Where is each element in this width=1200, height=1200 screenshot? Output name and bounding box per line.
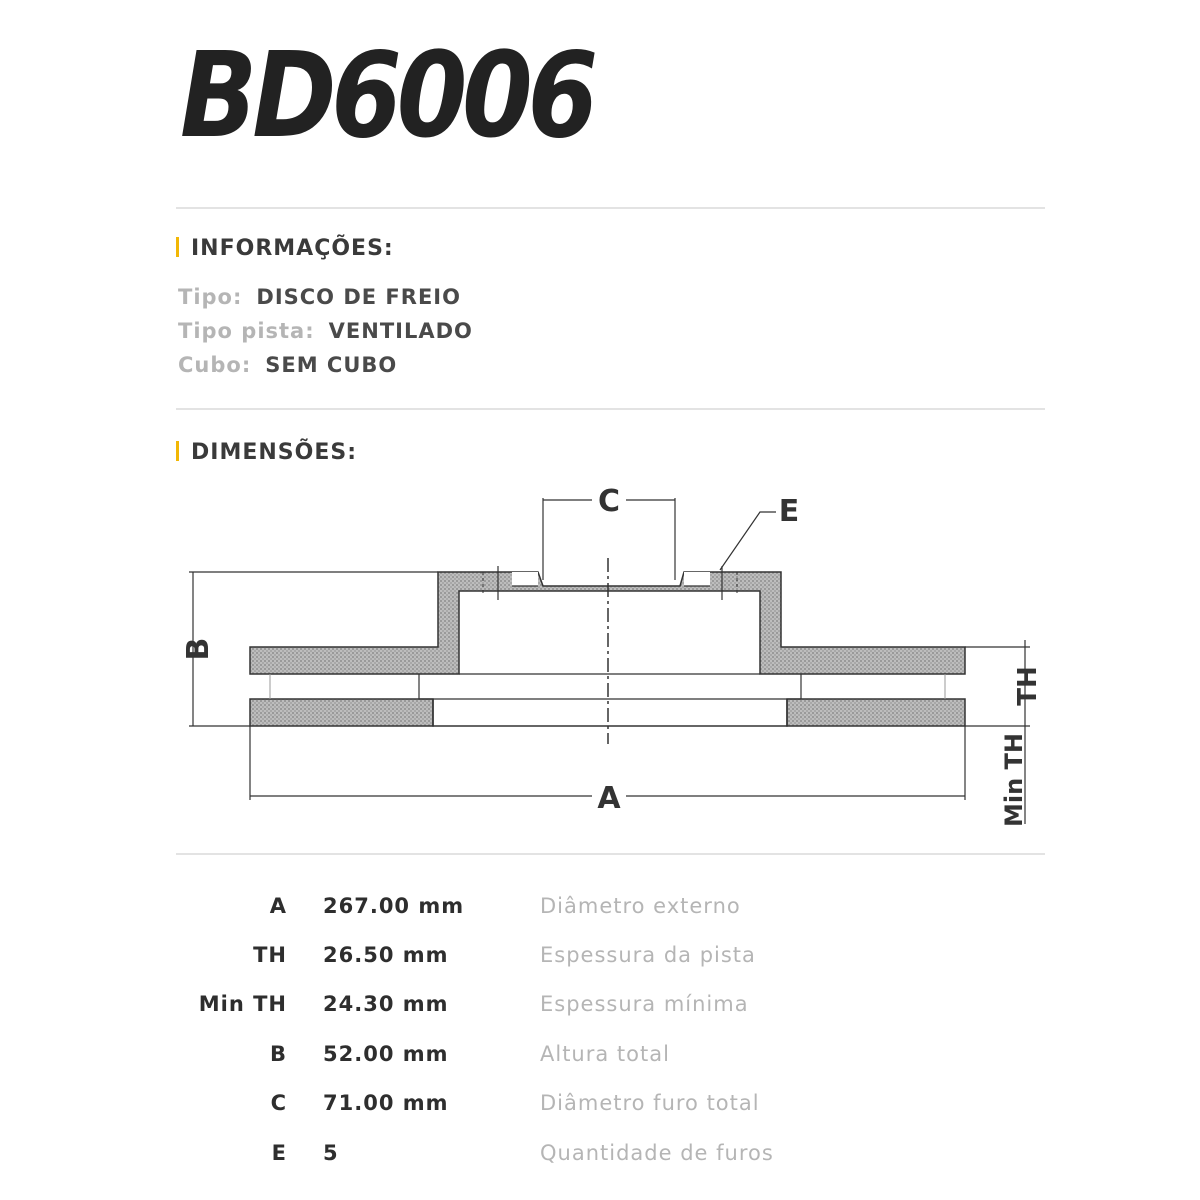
spec-row — [0, 943, 1200, 973]
dim-label-th: TH — [1013, 666, 1043, 706]
dim-label-a: A — [597, 781, 621, 816]
spec-value: 52.00 mm — [323, 1042, 449, 1066]
spec-code: E — [271, 1141, 287, 1165]
bolt-seat-right — [684, 572, 710, 586]
info-value: DISCO DE FREIO — [256, 285, 461, 309]
spec-value: 5 — [323, 1141, 339, 1165]
info-value: VENTILADO — [328, 319, 473, 343]
spec-row — [0, 894, 1200, 924]
dim-label-e: E — [778, 494, 800, 529]
spec-code: A — [269, 894, 287, 918]
spec-description: Quantidade de furos — [540, 1141, 774, 1165]
spec-description: Espessura mínima — [540, 992, 749, 1016]
dim-label-c: C — [597, 484, 621, 519]
dimensions-heading-text: DIMENSÕES: — [191, 440, 357, 465]
spec-row — [0, 992, 1200, 1022]
spec-row — [0, 1091, 1200, 1121]
info-label: Tipo pista: — [178, 319, 315, 343]
disc-lower-left — [250, 699, 433, 726]
bolt-seat-left — [512, 572, 538, 586]
spec-code: TH — [253, 943, 287, 967]
info-label: Cubo: — [178, 353, 252, 377]
info-value: SEM CUBO — [265, 353, 398, 377]
spec-code: B — [269, 1042, 287, 1066]
divider — [176, 853, 1045, 855]
spec-description: Diâmetro externo — [540, 894, 741, 918]
disc-lower-right — [787, 699, 965, 726]
info-label: Tipo: — [178, 285, 243, 309]
spec-code: Min TH — [198, 992, 287, 1016]
info-heading-text: INFORMAÇÕES: — [191, 236, 394, 261]
spec-code: C — [270, 1091, 287, 1115]
spec-description: Espessura da pista — [540, 943, 756, 967]
spec-row — [0, 1042, 1200, 1072]
spec-description: Diâmetro furo total — [540, 1091, 760, 1115]
spec-value: 24.30 mm — [323, 992, 449, 1016]
spec-value: 26.50 mm — [323, 943, 449, 967]
dim-label-b: B — [181, 637, 216, 661]
spec-description: Altura total — [540, 1042, 670, 1066]
product-code: BD6006 — [180, 26, 594, 164]
dim-label-min-th: Min TH — [1000, 732, 1028, 828]
spec-row — [0, 1141, 1200, 1171]
spec-value: 71.00 mm — [323, 1091, 449, 1115]
spec-value: 267.00 mm — [323, 894, 465, 918]
